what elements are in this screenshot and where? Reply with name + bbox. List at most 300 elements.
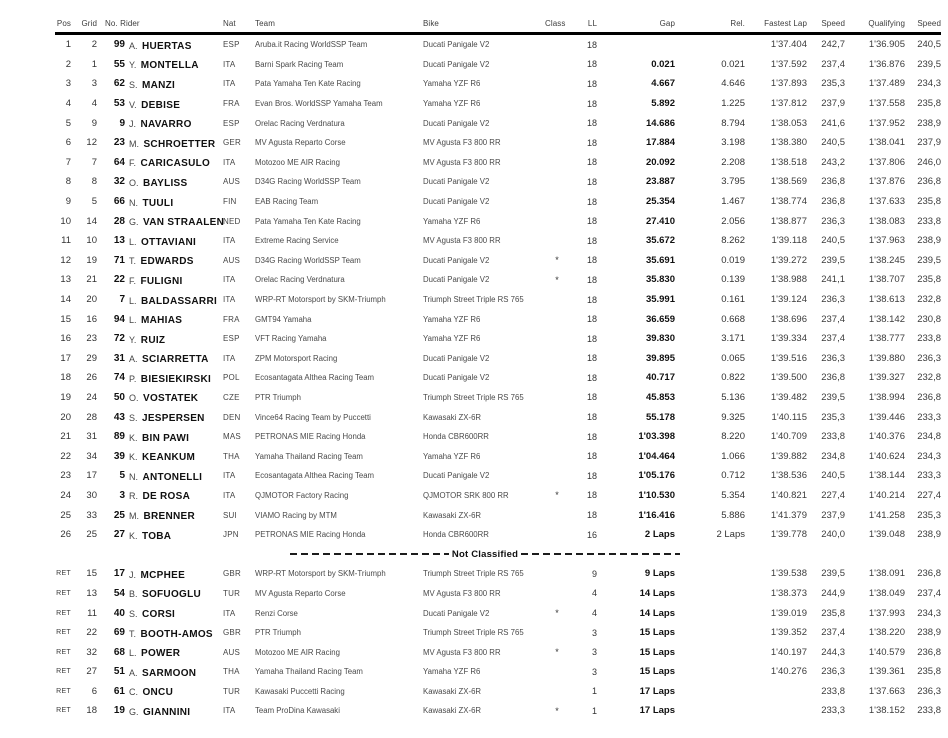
laps-led-cell: 18	[586, 353, 597, 364]
fastest-lap-speed-cell: 235,3	[821, 411, 845, 423]
rider-surname: GIANNINI	[142, 706, 191, 718]
relative-gap-cell: 1.467	[721, 196, 745, 208]
header-fastest-lap: Fastest Lap	[764, 19, 807, 28]
grid-cell: 5	[91, 196, 97, 208]
position-cell: 3	[65, 78, 71, 90]
fastest-lap-cell: 1'39.019	[770, 607, 807, 619]
grid-cell: 22	[86, 627, 97, 639]
table-row	[55, 446, 941, 466]
bike-cell: Kawasaki ZX-6R	[423, 706, 482, 716]
grid-cell: 33	[86, 509, 97, 521]
relative-gap-cell: 3.171	[721, 333, 745, 345]
nationality-cell: TUR	[223, 686, 241, 696]
rider-surname: SCHROETTER	[143, 138, 216, 150]
laps-led-cell: 4	[591, 588, 597, 599]
classified-rows	[55, 35, 941, 544]
fastest-lap-speed-cell: 236,3	[821, 294, 845, 306]
rider-name-cell	[125, 75, 219, 93]
rider-name-cell	[125, 95, 219, 113]
rider-number-cell: 39	[113, 450, 125, 462]
rider-name-cell	[125, 349, 219, 367]
laps-led-cell: 18	[586, 39, 597, 50]
rider-surname: BIESIEKIRSKI	[140, 373, 212, 385]
rider-name-cell	[125, 486, 219, 504]
laps-led-cell: 18	[586, 470, 597, 481]
grid-cell: 9	[91, 117, 97, 129]
position-cell: 13	[60, 274, 71, 286]
team-cell: GMT94 Yamaha	[255, 314, 312, 324]
fastest-lap-speed-cell: 236,3	[821, 666, 845, 678]
table-header	[55, 16, 941, 31]
rider-initial: K.	[129, 530, 138, 541]
rider-name-cell	[125, 663, 219, 681]
rider-surname: VOSTATEK	[142, 393, 199, 405]
team-cell: PETRONAS MIE Racing Honda	[255, 530, 366, 540]
table-row	[55, 642, 941, 662]
qualifying-time-cell: 1'38.707	[868, 274, 905, 286]
qualifying-speed-cell: 227,4	[917, 489, 941, 501]
position-cell: RET	[56, 668, 71, 676]
rider-initial: A.	[129, 667, 138, 678]
grid-cell: 4	[91, 98, 97, 110]
rider-surname: NAVARRO	[140, 119, 192, 131]
qualifying-time-cell: 1'37.489	[868, 78, 905, 90]
gap-cell: 55.178	[645, 411, 675, 423]
fastest-lap-cell: 1'39.538	[770, 568, 807, 580]
qualifying-time-cell: 1'37.993	[868, 607, 905, 619]
header-pos: Pos	[56, 19, 71, 28]
bike-cell: Yamaha YZF R6	[423, 667, 481, 677]
fastest-lap-cell: 1'39.352	[770, 627, 807, 639]
qualifying-speed-cell: 236,8	[917, 391, 941, 403]
table-row	[55, 486, 941, 506]
laps-led-cell: 1	[591, 686, 597, 697]
bike-cell: MV Agusta F3 800 RR	[423, 138, 501, 148]
laps-led-cell: 18	[586, 451, 597, 462]
position-cell: 9	[65, 196, 71, 208]
fastest-lap-speed-cell: 243,2	[821, 156, 845, 168]
nationality-cell: POL	[223, 373, 240, 383]
qualifying-time-cell: 1'39.446	[868, 411, 905, 423]
rider-initial: G.	[129, 706, 139, 717]
team-cell: PTR Triumph	[255, 628, 301, 638]
qualifying-speed-cell: 236,3	[917, 352, 941, 364]
laps-led-cell: 18	[586, 255, 597, 266]
nationality-cell: ESP	[223, 334, 240, 344]
rider-surname: HUERTAS	[141, 40, 192, 52]
rider-surname: SCIARRETTA	[141, 354, 209, 366]
rider-initial: A.	[129, 354, 138, 365]
fastest-lap-speed-cell: 237,4	[821, 313, 845, 325]
header-gap: Gap	[659, 19, 675, 28]
rider-initial: B.	[129, 589, 138, 600]
bike-cell: Triumph Street Triple RS 765	[423, 392, 524, 402]
bike-cell: Triumph Street Triple RS 765	[423, 569, 524, 579]
fastest-lap-speed-cell: 235,8	[821, 607, 845, 619]
rider-surname: ONCU	[142, 687, 174, 699]
qualifying-speed-cell: 233,8	[917, 705, 941, 717]
qualifying-time-cell: 1'37.633	[868, 196, 905, 208]
qualifying-time-cell: 1'38.091	[868, 568, 905, 580]
team-cell: MV Agusta Reparto Corse	[255, 138, 346, 148]
fastest-lap-cell: 1'38.373	[770, 587, 807, 599]
rider-surname: MAHIAS	[140, 315, 183, 327]
rider-name-cell	[125, 506, 219, 524]
fastest-lap-speed-cell: 244,9	[821, 587, 845, 599]
rider-surname: JESPERSEN	[141, 413, 205, 425]
class-cell: *	[555, 608, 559, 619]
rider-number-cell: 72	[113, 333, 125, 345]
qualifying-speed-cell: 236,8	[917, 568, 941, 580]
position-cell: 16	[60, 333, 71, 345]
relative-gap-cell: 4.646	[721, 78, 745, 90]
qualifying-time-cell: 1'37.952	[868, 117, 905, 129]
bike-cell: Honda CBR600RR	[423, 530, 489, 540]
laps-led-cell: 3	[591, 666, 597, 677]
table-row	[55, 505, 941, 525]
nationality-cell: ESP	[223, 40, 240, 50]
relative-gap-cell: 3.795	[721, 176, 745, 188]
nationality-cell: ITA	[223, 79, 236, 89]
rider-name-cell	[125, 212, 225, 230]
gap-cell: 17 Laps	[639, 685, 675, 697]
team-cell: Renzi Corse	[255, 608, 298, 618]
nationality-cell: AUS	[223, 647, 241, 657]
nationality-cell: ITA	[223, 236, 236, 246]
rider-number-cell: 3	[119, 489, 125, 501]
qualifying-speed-cell: 236,8	[917, 646, 941, 658]
table-row	[55, 192, 941, 212]
gap-cell: 17.884	[645, 137, 675, 149]
fastest-lap-cell: 1'37.812	[770, 98, 807, 110]
gap-cell: 25.354	[645, 196, 675, 208]
fastest-lap-speed-cell: 240,5	[821, 137, 845, 149]
rider-initial: V.	[129, 99, 137, 110]
qualifying-time-cell: 1'38.142	[868, 313, 905, 325]
relative-gap-cell: 1.225	[721, 98, 745, 110]
rider-surname: SARMOON	[141, 667, 197, 679]
fastest-lap-cell: 1'40.197	[770, 646, 807, 658]
gap-cell: 4.667	[651, 78, 675, 90]
team-cell: PTR Triumph	[255, 392, 301, 402]
qualifying-speed-cell: 235,8	[917, 196, 941, 208]
nationality-cell: FRA	[223, 314, 240, 324]
rider-surname: BALDASSARRI	[140, 295, 218, 307]
position-cell: 1	[65, 39, 71, 51]
bike-cell: Ducati Panigale V2	[423, 353, 490, 363]
rider-name-cell	[125, 251, 219, 269]
rider-number-cell: 51	[113, 666, 125, 678]
bike-cell: MV Agusta F3 800 RR	[423, 588, 501, 598]
position-cell: 8	[65, 176, 71, 188]
rider-name-cell	[125, 134, 219, 152]
grid-cell: 19	[86, 254, 97, 266]
fastest-lap-cell: 1'39.516	[770, 352, 807, 364]
bike-cell: Yamaha YZF R6	[423, 216, 481, 226]
header-bike: Bike	[423, 19, 439, 28]
header-no-rider: No. Rider	[105, 19, 140, 28]
rider-initial: L.	[129, 648, 137, 659]
bike-cell: Ducati Panigale V2	[423, 197, 490, 207]
nationality-cell: ITA	[223, 59, 236, 69]
table-row	[55, 35, 941, 55]
fastest-lap-cell: 1'38.536	[770, 470, 807, 482]
fastest-lap-cell: 1'39.118	[771, 235, 807, 247]
fastest-lap-speed-cell: 240,5	[821, 470, 845, 482]
team-cell: Yamaha Thailand Racing Team	[255, 451, 363, 461]
qualifying-speed-cell: 233,8	[917, 215, 941, 227]
relative-gap-cell: 0.019	[721, 254, 745, 266]
rider-initial: Y.	[129, 60, 137, 71]
qualifying-speed-cell: 238,9	[917, 529, 941, 541]
table-row	[55, 623, 941, 643]
team-cell: Orelac Racing Verdnatura	[255, 275, 345, 285]
fastest-lap-speed-cell: 237,9	[821, 509, 845, 521]
nationality-cell: ITA	[223, 706, 236, 716]
qualifying-time-cell: 1'41.258	[868, 509, 905, 521]
rider-surname: FULIGNI	[140, 275, 183, 287]
laps-led-cell: 18	[586, 314, 597, 325]
team-cell: Orelac Racing Verdnatura	[255, 118, 345, 128]
rider-surname: CARICASULO	[140, 158, 211, 170]
rider-initial: J.	[129, 569, 137, 580]
grid-cell: 34	[86, 450, 97, 462]
grid-cell: 11	[87, 607, 97, 619]
fastest-lap-speed-cell: 233,3	[821, 705, 845, 717]
qualifying-time-cell: 1'39.327	[868, 372, 905, 384]
grid-cell: 24	[86, 391, 97, 403]
position-cell: 15	[60, 313, 71, 325]
grid-cell: 26	[86, 372, 97, 384]
rider-surname: KEANKUM	[141, 452, 196, 464]
fastest-lap-speed-cell: 244,3	[821, 646, 845, 658]
rider-surname: POWER	[140, 648, 181, 660]
fastest-lap-cell: 1'39.500	[770, 372, 807, 384]
table-row	[55, 113, 941, 133]
fastest-lap-cell: 1'37.404	[770, 39, 807, 51]
position-cell: 24	[60, 489, 71, 501]
gap-cell: 35.672	[645, 235, 675, 247]
grid-cell: 2	[91, 39, 97, 51]
relative-gap-cell: 5.354	[721, 489, 745, 501]
table-row	[55, 290, 941, 310]
fastest-lap-cell: 1'38.988	[770, 274, 807, 286]
qualifying-time-cell: 1'37.806	[868, 156, 905, 168]
team-cell: Pata Yamaha Ten Kate Racing	[255, 79, 361, 89]
relative-gap-cell: 8.262	[721, 235, 745, 247]
team-cell: Motozoo ME AIR Racing	[255, 157, 340, 167]
rider-surname: ANTONELLI	[142, 471, 203, 483]
team-cell: WRP-RT Motorsport by SKM-Triumph	[255, 569, 386, 579]
header-q-speed: Speed	[917, 19, 941, 28]
rider-initial: L.	[129, 315, 137, 326]
table-row	[55, 427, 941, 447]
table-row	[55, 407, 941, 427]
bike-cell: Ducati Panigale V2	[423, 373, 490, 383]
divider-dash-right	[521, 553, 680, 555]
gap-cell: 35.830	[645, 274, 675, 286]
table-row	[55, 55, 941, 75]
laps-led-cell: 18	[586, 98, 597, 109]
rider-number-cell: 53	[113, 98, 125, 110]
rider-number-cell: 71	[113, 254, 125, 266]
grid-cell: 10	[86, 235, 97, 247]
rider-initial: S.	[129, 609, 138, 620]
laps-led-cell: 18	[586, 372, 597, 383]
nationality-cell: DEN	[223, 412, 241, 422]
rider-initial: S.	[129, 413, 138, 424]
nationality-cell: NED	[223, 216, 241, 226]
rider-number-cell: 32	[113, 176, 125, 188]
qualifying-time-cell: 1'38.220	[868, 627, 905, 639]
team-cell: Team ProDina Kawasaki	[255, 706, 340, 716]
laps-led-cell: 18	[586, 157, 597, 168]
table-row	[55, 74, 941, 94]
rider-initial: O.	[129, 393, 139, 404]
fastest-lap-speed-cell: 236,8	[821, 196, 845, 208]
table-row	[55, 603, 941, 623]
fastest-lap-speed-cell: 227,4	[821, 489, 845, 501]
fastest-lap-cell: 1'39.882	[770, 450, 807, 462]
table-row	[55, 329, 941, 349]
position-cell: 7	[65, 156, 71, 168]
rider-number-cell: 54	[113, 587, 125, 599]
fastest-lap-cell: 1'40.115	[771, 411, 807, 423]
gap-cell: 35.991	[645, 294, 675, 306]
relative-gap-cell: 2 Laps	[716, 529, 745, 541]
qualifying-time-cell: 1'38.994	[868, 391, 905, 403]
fastest-lap-cell: 1'40.821	[770, 489, 807, 501]
rider-initial: K.	[129, 432, 138, 443]
rider-initial: G.	[129, 217, 139, 228]
table-row	[55, 682, 941, 702]
fastest-lap-speed-cell: 240,5	[821, 235, 845, 247]
fastest-lap-speed-cell: 237,4	[821, 627, 845, 639]
rider-name-cell	[125, 55, 219, 73]
position-cell: 23	[60, 470, 71, 482]
team-cell: Motozoo ME AIR Racing	[255, 647, 340, 657]
rider-name-cell	[125, 310, 219, 328]
rider-surname: DE ROSA	[142, 491, 191, 503]
grid-cell: 6	[91, 685, 97, 697]
relative-gap-cell: 8.794	[721, 117, 745, 129]
not-classified-rows	[55, 564, 941, 721]
gap-cell: 45.853	[645, 391, 675, 403]
bike-cell: Ducati Panigale V2	[423, 59, 490, 69]
rider-number-cell: 5	[119, 470, 125, 482]
gap-cell: 40.717	[645, 372, 675, 384]
header-class: Class	[545, 19, 566, 28]
grid-cell: 29	[86, 352, 97, 364]
position-cell: RET	[56, 570, 71, 578]
rider-surname: VAN STRAALEN	[142, 217, 225, 229]
rider-number-cell: 7	[119, 294, 125, 306]
grid-cell: 32	[86, 646, 97, 658]
fastest-lap-cell: 1'38.774	[770, 196, 807, 208]
class-cell: *	[555, 274, 559, 285]
fastest-lap-cell: 1'40.276	[770, 666, 807, 678]
position-cell: 5	[65, 117, 71, 129]
laps-led-cell: 18	[586, 294, 597, 305]
gap-cell: 9 Laps	[644, 568, 675, 580]
grid-cell: 17	[86, 470, 97, 482]
nationality-cell: ESP	[223, 118, 240, 128]
rider-number-cell: 64	[113, 156, 125, 168]
qualifying-speed-cell: 236,3	[917, 685, 941, 697]
rider-surname: CORSI	[141, 609, 176, 621]
laps-led-cell: 18	[586, 392, 597, 403]
position-cell: RET	[56, 629, 71, 637]
gap-cell: 1'16.416	[638, 509, 675, 521]
table-row	[55, 564, 941, 584]
nationality-cell: MAS	[223, 432, 241, 442]
position-cell: 17	[60, 352, 71, 364]
rider-initial: N.	[129, 471, 138, 482]
relative-gap-cell: 8.220	[721, 431, 745, 443]
rider-surname: TUULI	[142, 197, 174, 209]
rider-number-cell: 94	[113, 313, 125, 325]
laps-led-cell: 18	[586, 176, 597, 187]
gap-cell: 1'05.176	[638, 470, 675, 482]
results-table	[55, 16, 941, 721]
table-row	[55, 525, 941, 545]
position-cell: 11	[61, 235, 71, 247]
team-cell: Ecosantagata Althea Racing Team	[255, 471, 375, 481]
position-cell: 2	[65, 58, 71, 70]
rider-initial: F.	[129, 158, 137, 169]
qualifying-time-cell: 1'38.083	[868, 215, 905, 227]
grid-cell: 8	[91, 176, 97, 188]
qualifying-speed-cell: 232,8	[917, 294, 941, 306]
gap-cell: 15 Laps	[639, 627, 675, 639]
rider-initial: T.	[129, 256, 137, 267]
gap-cell: 14 Laps	[639, 587, 675, 599]
header-ll: LL	[587, 19, 597, 28]
laps-led-cell: 18	[586, 333, 597, 344]
bike-cell: Yamaha YZF R6	[423, 79, 481, 89]
team-cell: Barni Spark Racing Team	[255, 59, 344, 69]
qualifying-time-cell: 1'40.214	[868, 489, 905, 501]
rider-number-cell: 13	[113, 235, 125, 247]
fastest-lap-cell: 1'40.709	[770, 431, 807, 443]
bike-cell: Ducati Panigale V2	[423, 608, 490, 618]
rider-number-cell: 50	[113, 391, 125, 403]
grid-cell: 28	[86, 411, 97, 423]
position-cell: 6	[65, 137, 71, 149]
rider-number-cell: 31	[113, 352, 125, 364]
fastest-lap-cell: 1'38.518	[770, 156, 807, 168]
team-cell: VFT Racing Yamaha	[255, 334, 327, 344]
fastest-lap-speed-cell: 239,5	[821, 254, 845, 266]
qualifying-time-cell: 1'38.041	[868, 137, 905, 149]
team-cell: D34G Racing WorldSSP Team	[255, 177, 361, 187]
rider-initial: C.	[129, 687, 138, 698]
rider-name-cell	[125, 408, 219, 426]
rider-surname: OTTAVIANI	[140, 236, 197, 248]
rider-initial: T.	[129, 628, 137, 639]
fastest-lap-speed-cell: 241,6	[821, 117, 845, 129]
nationality-cell: JPN	[223, 530, 239, 540]
table-row	[55, 309, 941, 329]
fastest-lap-speed-cell: 241,1	[821, 274, 845, 286]
rider-surname: BOOTH-AMOS	[140, 628, 213, 640]
gap-cell: 1'03.398	[638, 431, 675, 443]
rider-initial: L.	[129, 236, 137, 247]
bike-cell: QJMOTOR SRK 800 RR	[423, 490, 509, 500]
fastest-lap-speed-cell: 239,5	[821, 568, 845, 580]
rider-initial: A.	[129, 40, 138, 51]
grid-cell: 21	[86, 274, 97, 286]
